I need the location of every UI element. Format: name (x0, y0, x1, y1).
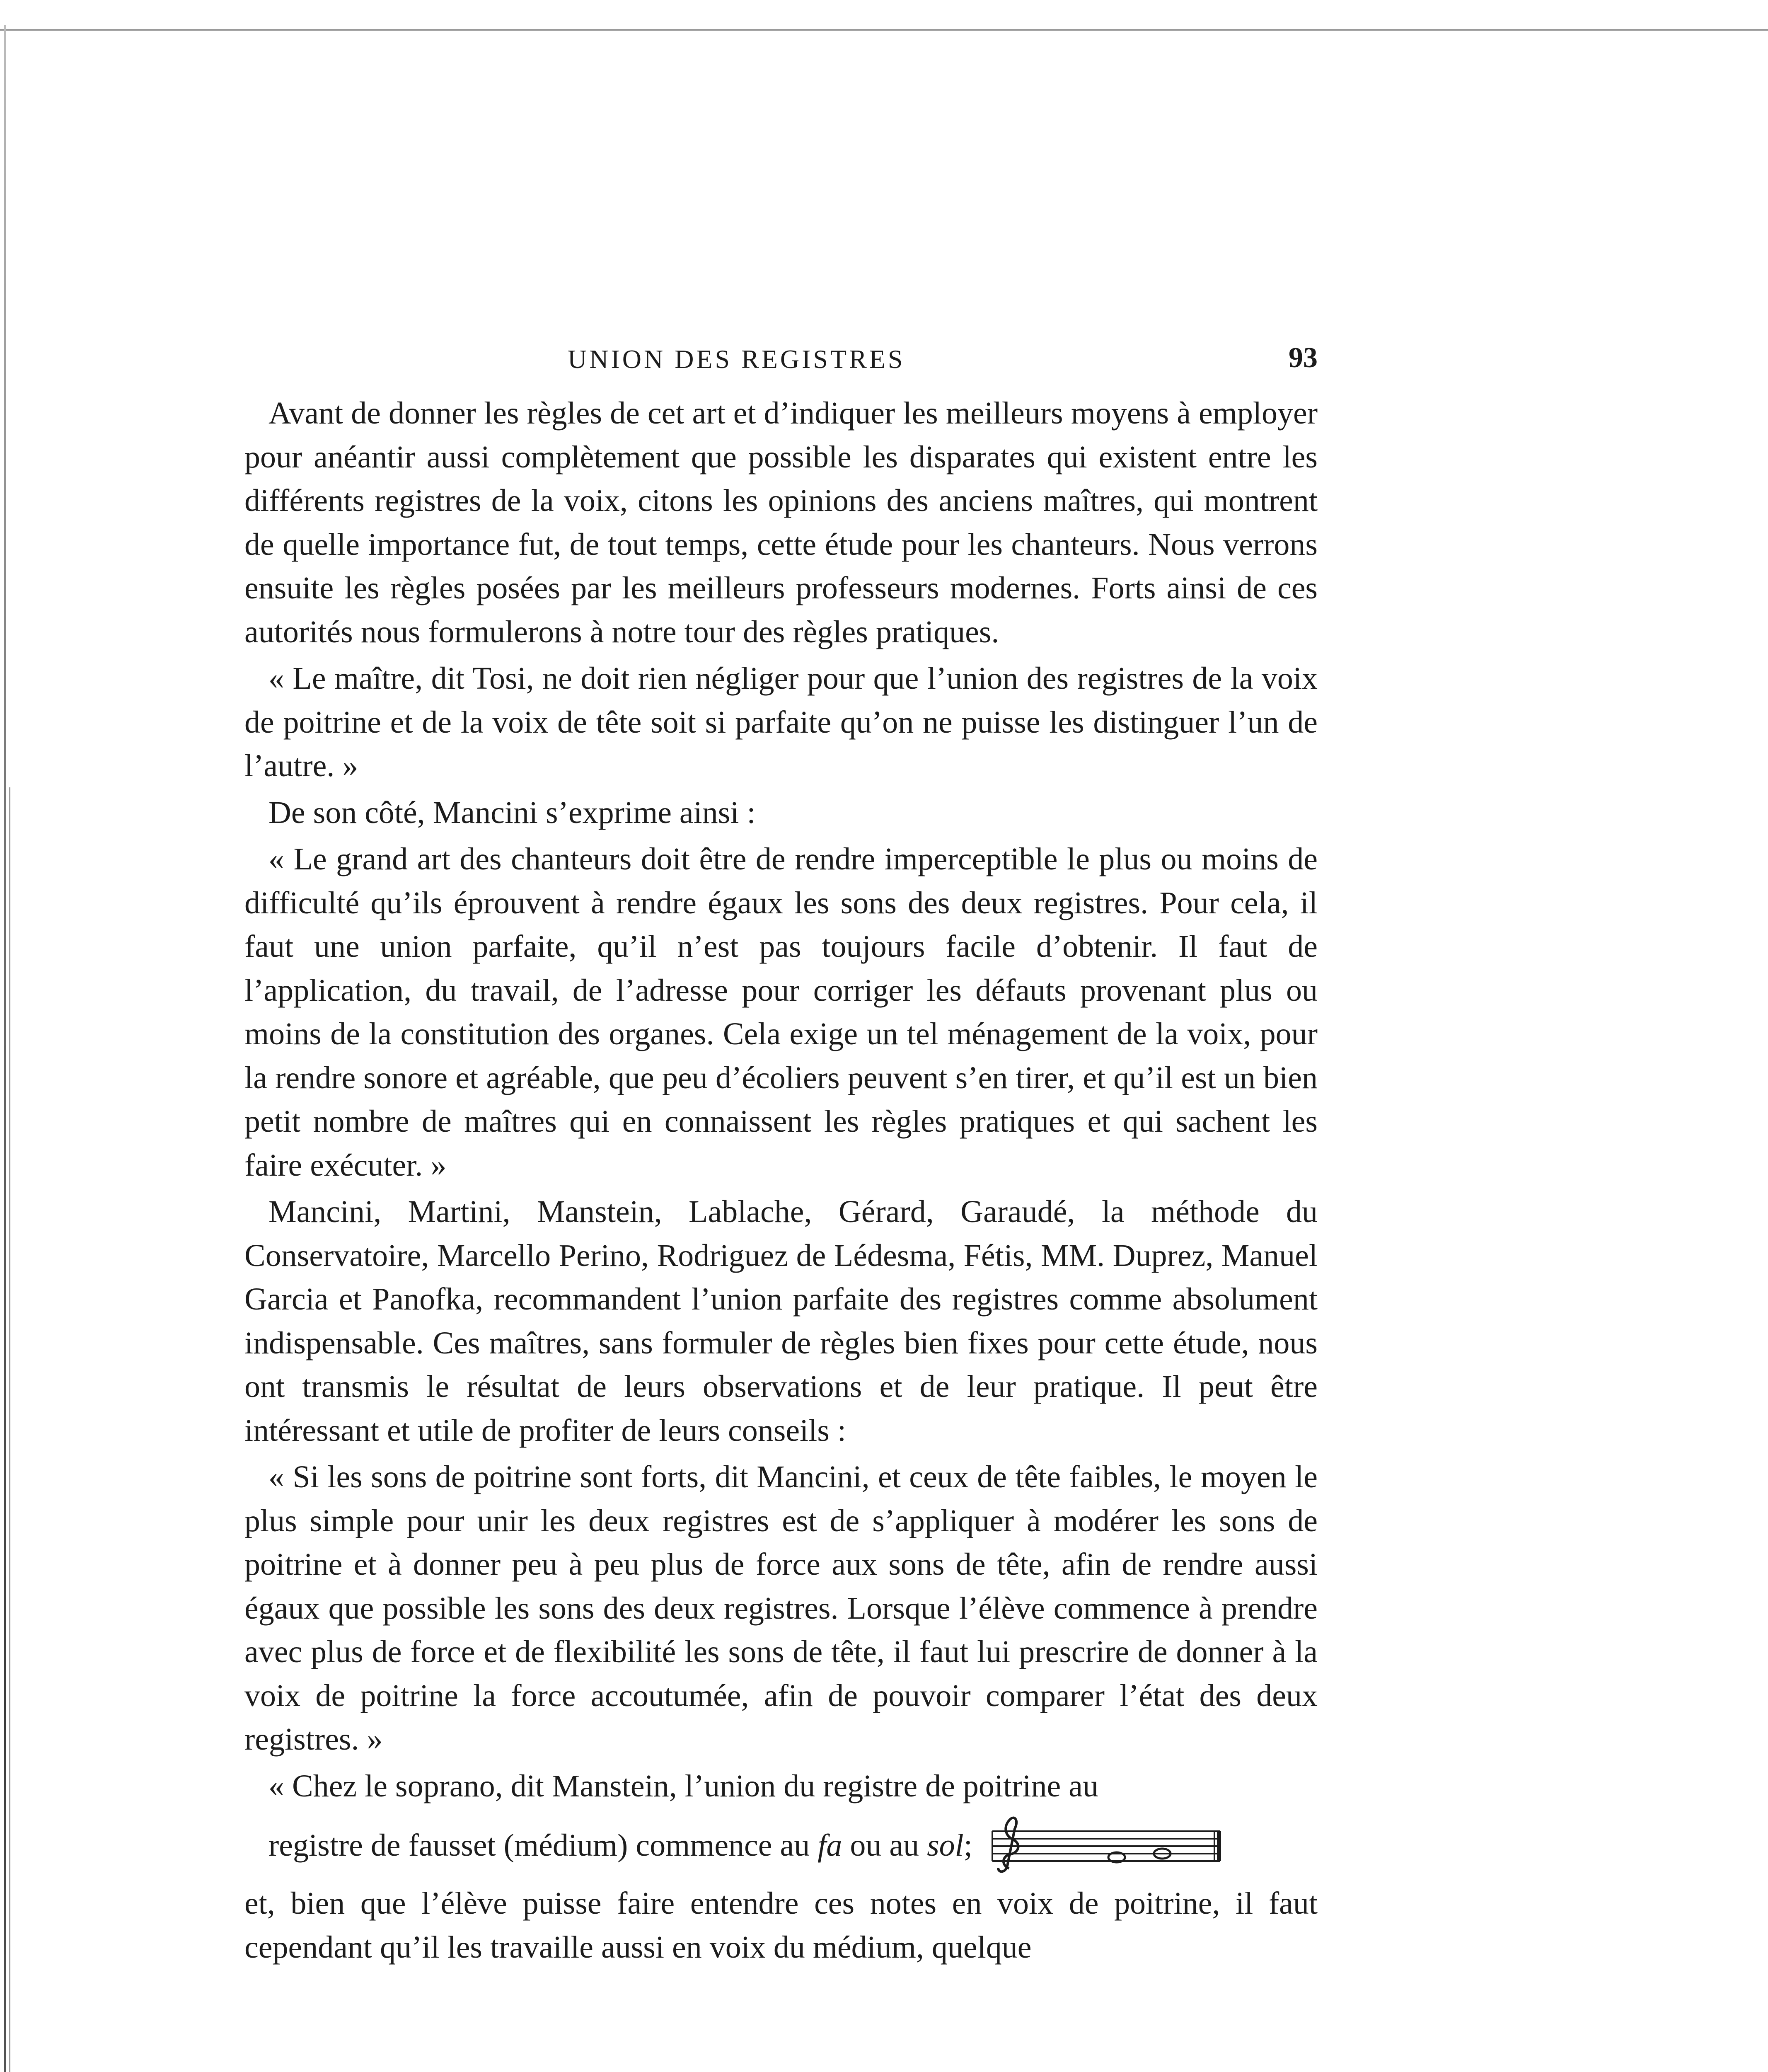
paragraph-intro: Avant de donner les règles de cet art et d’indiquer les meilleurs moyens à employer pour anéantir aussi complètement que possible les disparates qui existent entre les différents registres de la voix, citons les opinions des anciens maîtres, qui montrent de quelle importance fut, de tout temps, cette étude pour les chanteurs. Nous verrons ensuite les règles posées par les meilleurs professeurs modernes. Forts ainsi de ces autorités nous formulerons à notre tour des règles pratiques. (244, 396, 1318, 649)
paragraph-closing: et, bien que l’élève puisse faire entendre ces notes en voix de poitrine, il faut cependant qu’il les travaille aussi en voix du médium, quelque (244, 1886, 1318, 1965)
note-fa: fa (817, 1828, 842, 1863)
running-title: UNION DES REGISTRES (568, 344, 905, 374)
page-edge-top (0, 29, 1768, 31)
music-line-before: registre de fausset (médium) commence au (268, 1828, 818, 1863)
paragraph-masters-list: Mancini, Martini, Manstein, Lablache, Gérard, Garaudé, la méthode du Conservatoire, Marcello Perino, Rodriguez de Lédesma, Fétis, MM. Duprez, Manuel Garcia et Panofka, recommandent l’union parfaite des registres comme absolument indispensable. Ces maîtres, sans formuler de règles bien fixes pour cette étude, nous ont transmis le résultat de leurs observations et de leur pratique. Il peut être intéressant et utile de profiter de leurs conseils : (244, 1194, 1318, 1448)
page-number: 93 (1289, 342, 1318, 374)
music-line-text (244, 1824, 972, 1868)
page-header (244, 344, 1318, 381)
paragraph-mancini-intro: De son côté, Mancini s’exprime ainsi : (268, 795, 756, 830)
page-edge-left-shadow (9, 787, 10, 2072)
music-line-middle: ou au (842, 1828, 927, 1863)
body-text (244, 392, 1318, 1972)
paragraph-manstein-quote: « Chez le soprano, dit Manstein, l’union du registre de poitrine au (268, 1768, 1098, 1803)
note-sol: sol (927, 1828, 964, 1863)
paragraph-mancini-advice: « Si les sons de poitrine sont forts, dit Mancini, et ceux de tête faibles, le moyen le plus simple pour unir les deux registres est de s’appliquer à modérer les sons de poitrine et à donner peu à peu plus de force aux sons de tête, afin de rendre aussi égaux que possible les sons des deux registres. Lorsque l’élève commence à prendre avec plus de force et de flexibilité les sons de tête, il faut lui prescrire de donner à la voix de poitrine la force accoutumée, afin de pouvoir comparer l’état des deux registres. » (244, 1460, 1318, 1757)
paragraph-tosi-quote: « Le maître, dit Tosi, ne doit rien négliger pour que l’union des registres de la voix de poitrine et de la voix de tête soit si parfaite qu’on ne puisse les distinguer l’un de l’autre. » (244, 661, 1318, 783)
music-line-after: ; (963, 1828, 972, 1863)
page-edge-left (4, 25, 6, 2072)
paragraph-mancini-quote: « Le grand art des chanteurs doit être de rendre imperceptible le plus ou moins de difficulté qu’ils éprouvent à rendre égaux les sons des deux registres. Pour cela, il faut une union parfaite, qu’il n’est pas toujours facile d’obtenir. Il faut de l’application, du travail, de l’adresse pour corriger les défauts provenant plus ou moins de la constitution des organes. Cela exige un tel ménagement de la voix, pour la rendre sonore et agréable, que peu d’écoliers peuvent s’en tirer, et qu’il est un bien petit nombre de maîtres qui en connaissent les règles pratiques et qui sachent les faire exécuter. » (244, 842, 1318, 1183)
music-staff-icon (980, 1815, 1224, 1877)
music-example-line (244, 1815, 1318, 1877)
